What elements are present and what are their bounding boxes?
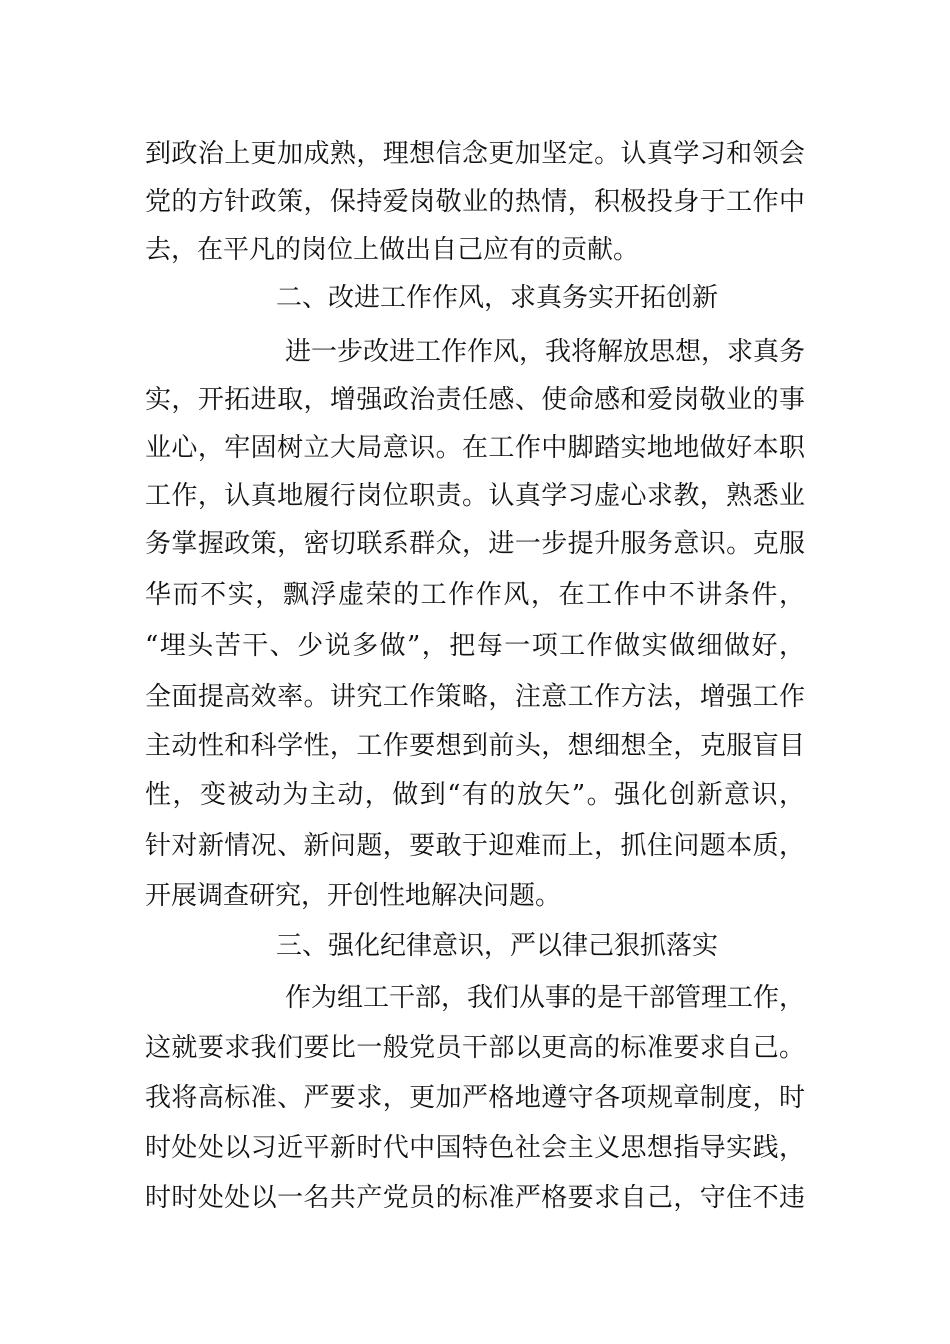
paragraph-2-line-4: 工作，认真地履行岗位职责。认真学习虚心求教，熟悉业 xyxy=(145,481,805,511)
paragraph-2-line-6: 华而不实，飘浮虚荣的工作作风，在工作中不讲条件， xyxy=(145,580,805,610)
paragraph-2-line-10: 性，变被动为主动，做到“有的放矢”。强化创新意识， xyxy=(145,780,805,810)
paragraph-2-line-8: 全面提高效率。讲究工作策略，注意工作方法，增强工作 xyxy=(145,682,805,712)
paragraph-1-line-3: 去，在平凡的岗位上做出自己应有的贡献。 xyxy=(145,235,640,265)
paragraph-1-line-1: 到政治上更加成熟，理想信念更加坚定。认真学习和领会 xyxy=(145,139,805,169)
section-heading-2: 二、改进工作作风，求真务实开拓创新 xyxy=(276,283,719,313)
paragraph-2-line-12: 开展调查研究，开创性地解决问题。 xyxy=(145,881,562,911)
paragraph-2-line-5: 务掌握政策，密切联系群众，进一步提升服务意识。克服 xyxy=(145,529,805,559)
paragraph-3-line-1: 作为组工干部，我们从事的是干部管理工作， xyxy=(285,983,806,1013)
paragraph-3-line-3: 我将高标准、严要求，更加严格地遵守各项规章制度，时 xyxy=(145,1083,805,1113)
paragraph-1-line-2: 党的方针政策，保持爱岗敬业的热情，积极投身于工作中 xyxy=(145,187,805,217)
paragraph-3-line-5: 时时处处以一名共产党员的标准严格要求自己，守住不违 xyxy=(145,1183,805,1213)
paragraph-2-line-1: 进一步改进工作作风，我将解放思想，求真务 xyxy=(285,337,806,367)
paragraph-2-line-9: 主动性和科学性，工作要想到前头，想细想全，克服盲目 xyxy=(145,731,805,761)
paragraph-3-line-2: 这就要求我们要比一般党员干部以更高的标准要求自己。 xyxy=(145,1033,805,1063)
paragraph-2-line-2: 实，开拓进取，增强政治责任感、使命感和爱岗敬业的事 xyxy=(145,385,805,415)
section-heading-3: 三、强化纪律意识，严以律己狠抓落实 xyxy=(276,931,719,961)
paragraph-2-line-11: 针对新情况、新问题，要敢于迎难而上，抓住问题本质， xyxy=(145,831,805,861)
paragraph-2-line-7: “埋头苦干、少说多做”，把每一项工作做实做细做好， xyxy=(145,631,805,661)
paragraph-2-line-3: 业心，牢固树立大局意识。在工作中脚踏实地地做好本职 xyxy=(145,433,805,463)
paragraph-3-line-4: 时处处以习近平新时代中国特色社会主义思想指导实践， xyxy=(145,1133,805,1163)
